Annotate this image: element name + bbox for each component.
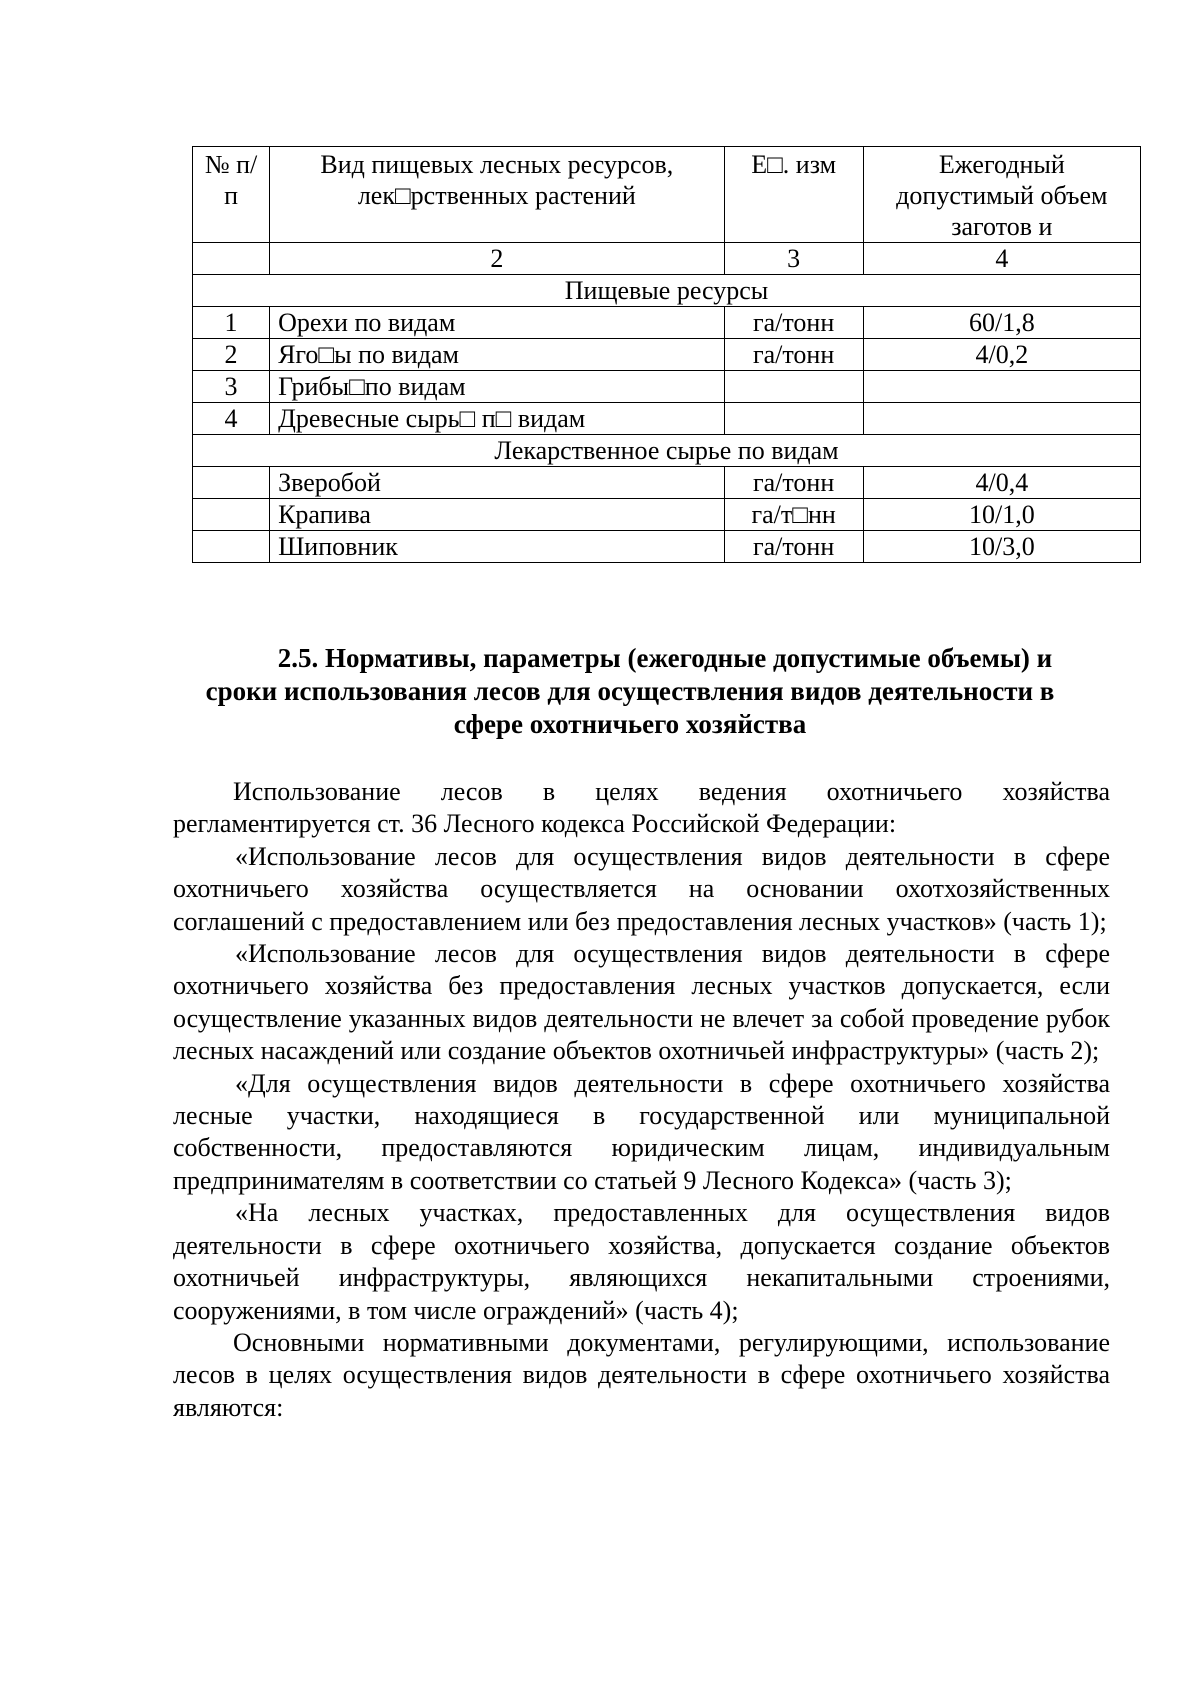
column-number: 3	[724, 243, 863, 275]
paragraph: «На лесных участках, предоставленных для осуществления видов деятельности в сфере охотничьего хозяйства, допускается создание объектов охотничьей инфраструктуры, являющихся некапитальными строениями, сооружениями, в том числе ограждений» (часть 4);	[173, 1198, 1110, 1325]
column-number: 4	[863, 243, 1140, 275]
table-row	[193, 371, 1141, 403]
row-num: 2	[193, 339, 270, 371]
food-resources-table	[192, 146, 1141, 563]
section-row-food	[193, 275, 1141, 307]
column-number	[193, 243, 270, 275]
row-name: Крапива	[270, 499, 724, 531]
row-unit	[724, 403, 863, 435]
section-heading	[180, 642, 1080, 741]
header-unit: Е□. изм	[724, 147, 863, 243]
table-row	[193, 403, 1141, 435]
row-unit: га/тонн	[724, 339, 863, 371]
paragraph: Основными нормативными документами, регулирующими, использование лесов в целях осуществления видов деятельности в сфере охотничьего хозяйства являются:	[173, 1327, 1110, 1422]
paragraph: «Использование лесов для осуществления видов деятельности в сфере охотничьего хозяйства осуществляется на основании охотхозяйственных соглашений с предоставлением или без предоставления лесных участков» (часть 1);	[173, 841, 1110, 936]
column-number: 2	[270, 243, 724, 275]
table-row	[193, 339, 1141, 371]
row-value: 60/1,8	[863, 307, 1140, 339]
row-value: 10/3,0	[863, 531, 1140, 563]
row-unit: га/тонн	[724, 531, 863, 563]
row-unit: га/т□нн	[724, 499, 863, 531]
row-num: 1	[193, 307, 270, 339]
header-num: № п/п	[193, 147, 270, 243]
row-unit	[724, 371, 863, 403]
row-name: Древесные сырь□ п□ видам	[270, 403, 724, 435]
row-num	[193, 467, 270, 499]
heading-line-3: сфере охотничьего хозяйства	[453, 709, 807, 739]
row-name: Орехи по видам	[270, 307, 724, 339]
row-name: Зверобой	[270, 467, 724, 499]
row-value	[863, 371, 1140, 403]
row-name: Грибы□по видам	[270, 371, 724, 403]
table-header-row	[193, 147, 1141, 243]
row-unit: га/тонн	[724, 467, 863, 499]
heading-line-2: сроки использования лесов для осуществления видов деятельности в	[205, 676, 1055, 706]
row-num: 4	[193, 403, 270, 435]
row-name: Яго□ы по видам	[270, 339, 724, 371]
paragraph: Использование лесов в целях ведения охотничьего хозяйства регламентируется ст. 36 Лесного кодекса Российской Федерации:	[173, 777, 1110, 839]
section-row-medicinal	[193, 435, 1141, 467]
paragraph: «Для осуществления видов деятельности в сфере охотничьего хозяйства лесные участки, находящиеся в государственной или муниципальной собственности, предоставляются юридическим лицам, индивидуальным предпринимателям в соответствии со статьей 9 Лесного Кодекса» (часть 3);	[173, 1068, 1110, 1195]
header-type: Вид пищевых лесных ресурсов, лек□рственных растений	[270, 147, 724, 243]
body-text	[173, 776, 1110, 1424]
table-row	[193, 499, 1141, 531]
table-row	[193, 467, 1141, 499]
table-row	[193, 531, 1141, 563]
paragraph: «Использование лесов для осуществления видов деятельности в сфере охотничьего хозяйства без предоставления лесных участков допускается, если осуществление указанных видов деятельности не влечет за собой проведение рубок лесных насаждений или создание объектов охотничьей инфраструктуры» (часть 2);	[173, 939, 1110, 1066]
heading-line-1: 2.5. Нормативы, параметры (ежегодные допустимые объемы) и	[277, 643, 1053, 673]
table-row	[193, 307, 1141, 339]
row-value	[863, 403, 1140, 435]
row-name: Шиповник	[270, 531, 724, 563]
row-num: 3	[193, 371, 270, 403]
row-value: 4/0,4	[863, 467, 1140, 499]
row-value: 10/1,0	[863, 499, 1140, 531]
row-num	[193, 531, 270, 563]
section-title-medicinal: Лекарственное сырье по видам	[193, 435, 1141, 467]
column-numbers-row	[193, 243, 1141, 275]
row-num	[193, 499, 270, 531]
row-value: 4/0,2	[863, 339, 1140, 371]
header-volume: Ежегодный допустимый объем заготов и	[863, 147, 1140, 243]
section-title-food: Пищевые ресурсы	[193, 275, 1141, 307]
row-unit: га/тонн	[724, 307, 863, 339]
